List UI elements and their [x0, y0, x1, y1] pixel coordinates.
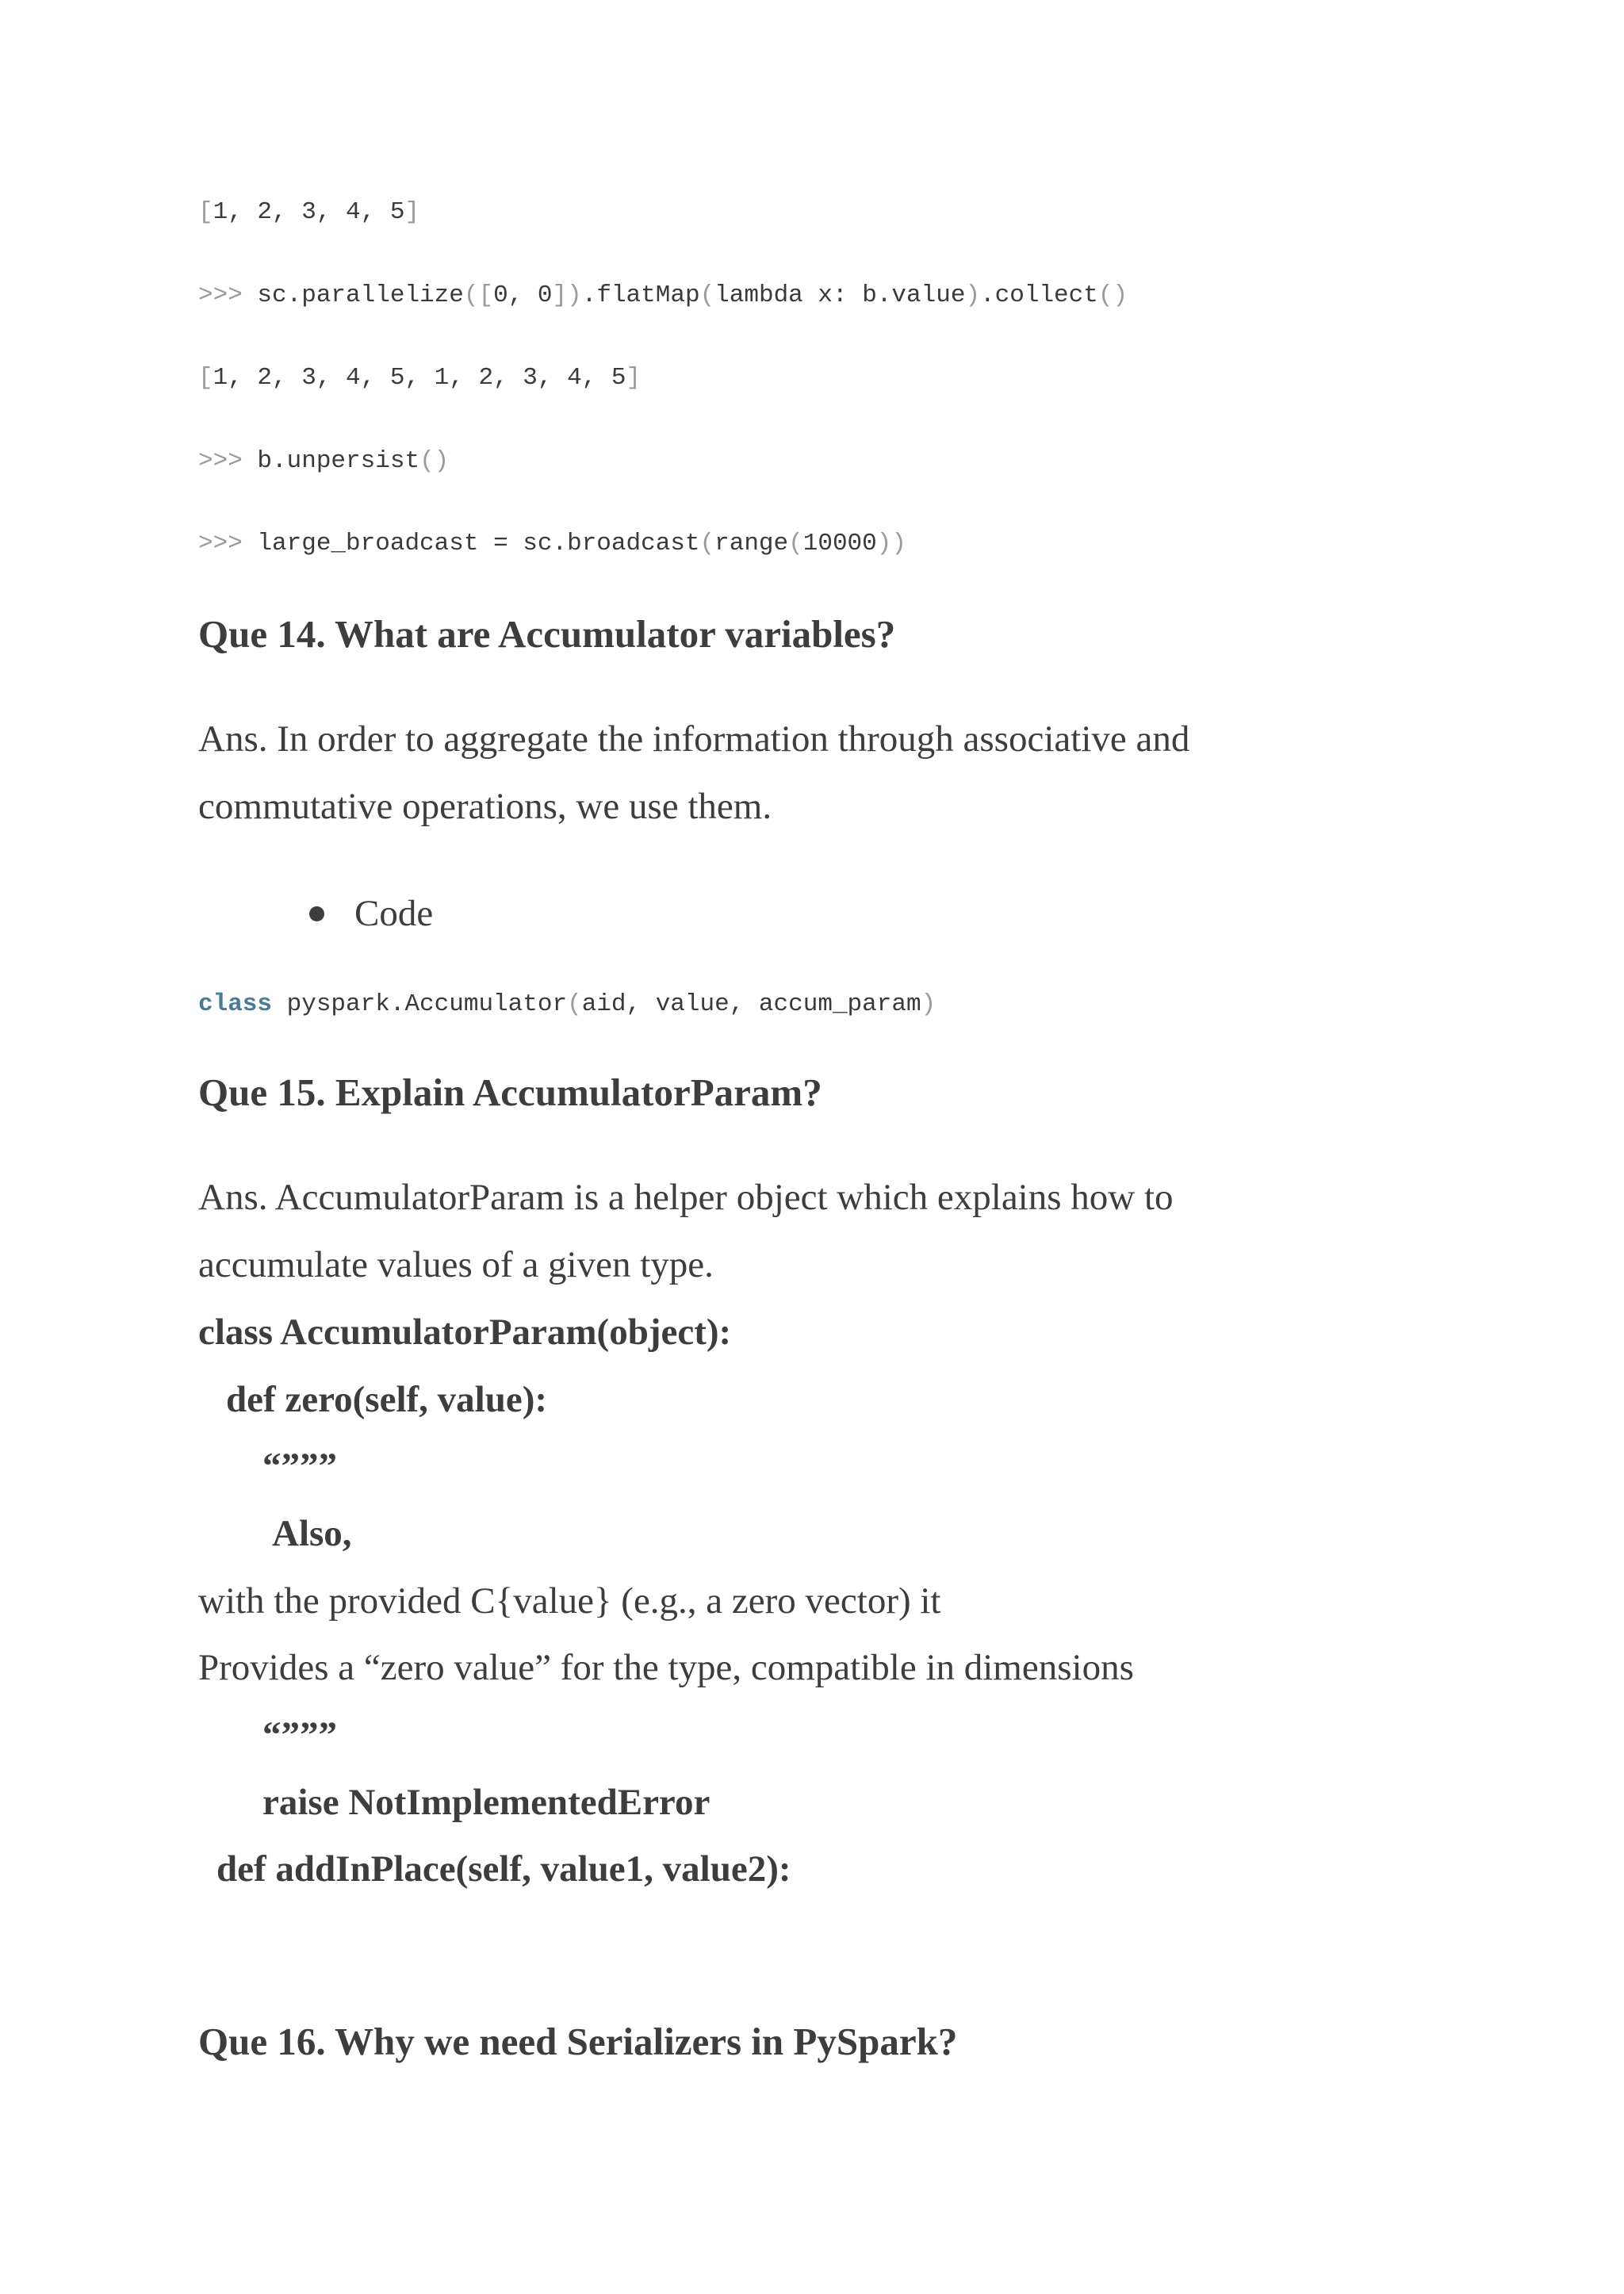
question-15-answer-line-2: accumulate values of a given type.	[198, 1244, 714, 1285]
code-raise-line: raise NotImplementedError	[262, 1782, 710, 1823]
code-text: large_broadcast = sc.broadcast	[257, 530, 700, 557]
punct: (	[699, 281, 715, 309]
punct: (	[788, 530, 803, 557]
bracket: ]	[404, 198, 420, 226]
code-text: .flatMap	[581, 281, 700, 309]
code-line-output-1	[198, 197, 419, 228]
code-text: 0, 0	[493, 281, 553, 309]
code-def-zero-line: def zero(self, value):	[226, 1379, 548, 1420]
code-text: lambda x: b.value	[714, 281, 966, 309]
question-14-answer-line-2: commutative operations, we use them.	[198, 786, 772, 827]
punct: ))	[876, 530, 906, 557]
code-line-output-2	[198, 362, 641, 394]
code-docstring-close: “”””	[262, 1714, 337, 1756]
code-text: b.unpersist	[257, 447, 420, 475]
bracket: [	[198, 364, 213, 392]
question-15-heading: Que 15. Explain AccumulatorParam?	[198, 1070, 822, 1114]
code-also-line: Also,	[272, 1513, 352, 1554]
question-16-heading: Que 16. Why we need Serializers in PySpark?	[198, 2020, 958, 2063]
code-text: range	[714, 530, 789, 557]
code-docstring-line-2: Provides a “zero value” for the type, compatible in dimensions	[198, 1647, 1134, 1688]
prompt: >>>	[198, 530, 258, 557]
code-text: 1, 2, 3, 4, 5, 1, 2, 3, 4, 5	[213, 364, 626, 392]
code-text: sc.parallelize	[257, 281, 464, 309]
bracket: ]	[626, 364, 642, 392]
prompt: >>>	[198, 281, 258, 309]
bullet-label: Code	[354, 893, 434, 934]
question-15-answer-line-1: Ans. AccumulatorParam is a helper object which explains how to	[198, 1177, 1174, 1218]
question-14-heading: Que 14. What are Accumulator variables?	[198, 612, 896, 656]
code-class-line: class AccumulatorParam(object):	[198, 1312, 732, 1353]
prompt: >>>	[198, 447, 258, 475]
code-text: .collect	[980, 281, 1098, 309]
code-keyword: class	[198, 990, 273, 1018]
code-docstring-open: “”””	[262, 1446, 337, 1487]
code-text: 10000	[802, 530, 877, 557]
punct: ()	[1097, 281, 1128, 309]
bullet-icon	[309, 906, 324, 921]
code-text: aid, value, accum_param	[581, 990, 921, 1018]
punct: (	[567, 990, 582, 1018]
code-line-flatmap	[198, 280, 1128, 312]
bracket: [	[198, 198, 213, 226]
punct: (	[699, 530, 715, 557]
punct: ])	[552, 281, 582, 309]
punct: )	[921, 990, 936, 1018]
punct: ()	[419, 447, 450, 475]
code-line-accumulator	[198, 989, 936, 1021]
code-def-addinplace-line: def addInPlace(self, value1, value2):	[216, 1848, 791, 1890]
code-line-unpersist	[198, 446, 449, 477]
punct: ([	[463, 281, 494, 309]
code-docstring-line-1: with the provided C{value} (e.g., a zero vector) it	[198, 1580, 941, 1622]
question-14-answer-line-1: Ans. In order to aggregate the information through associative and	[198, 718, 1190, 760]
punct: )	[965, 281, 981, 309]
bullet-list-item	[309, 890, 433, 937]
code-text: 1, 2, 3, 4, 5	[213, 198, 405, 226]
code-text: pyspark.Accumulator	[272, 990, 568, 1018]
code-line-broadcast	[198, 528, 906, 560]
